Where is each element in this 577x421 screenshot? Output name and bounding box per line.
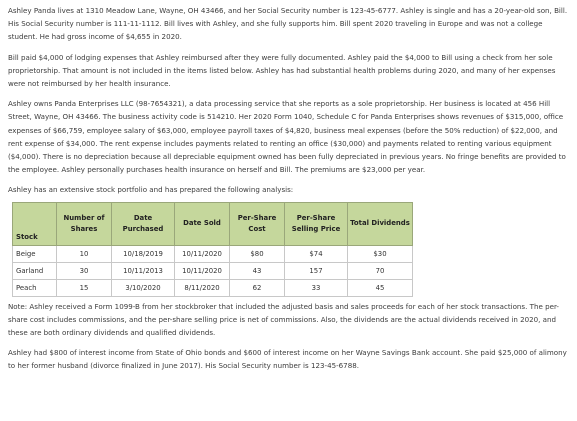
- header-cost: Per-Share Cost: [230, 202, 285, 245]
- cell-stock: Peach: [13, 279, 57, 296]
- cell-purchased: 10/18/2019: [112, 245, 175, 262]
- cell-purchased: 3/10/2020: [112, 279, 175, 296]
- cell-shares: 30: [57, 262, 112, 279]
- table-header-row: [13, 202, 413, 245]
- table-row: [13, 262, 413, 279]
- lodging-paragraph: Bill paid $4,000 of lodging expenses that Ashley reimbursed after they were fully documented. Ashley paid the $4,000 to Bill using a check from her sole proprietorship. That amount is not included in the items listed below. Ashley has had substantial health problems during 2020, and many of her expenses were not reimbursed by her health insurance.: [8, 52, 556, 89]
- stock-intro-paragraph: Ashley has an extensive stock portfolio and has prepared the following analysis:: [8, 185, 294, 195]
- cell-shares: 10: [57, 245, 112, 262]
- cell-shares: 15: [57, 279, 112, 296]
- cell-dividends: 45: [348, 279, 413, 296]
- header-sold: Date Sold: [175, 202, 230, 245]
- header-stock: Stock: [13, 202, 57, 245]
- table-row: [13, 279, 413, 296]
- cell-cost: 43: [230, 262, 285, 279]
- cell-sold: 8/11/2020: [175, 279, 230, 296]
- table-row: [13, 245, 413, 262]
- header-shares: Number of Shares: [57, 202, 112, 245]
- cell-sold: 10/11/2020: [175, 245, 230, 262]
- cell-cost: $80: [230, 245, 285, 262]
- header-price: Per-Share Selling Price: [285, 202, 348, 245]
- cell-cost: 62: [230, 279, 285, 296]
- cell-purchased: 10/11/2013: [112, 262, 175, 279]
- note-paragraph: Note: Ashley received a Form 1099-B from her stockbroker that included the adjusted basis and sales proceeds for each of her stock transactions. The per-share cost includes commissions, and the per-share selling price is net of commissions. Also, the dividends are the actual dividends received in 2020, and these are both ordinary dividends and qualified dividends.: [8, 301, 559, 338]
- cell-price: $74: [285, 245, 348, 262]
- cell-dividends: 70: [348, 262, 413, 279]
- cell-sold: 10/11/2020: [175, 262, 230, 279]
- cell-stock: Beige: [13, 245, 57, 262]
- header-purchased: Date Purchased: [112, 202, 175, 245]
- header-dividends: Total Dividends: [348, 202, 413, 245]
- cell-price: 157: [285, 262, 348, 279]
- intro-paragraph: Ashley Panda lives at 1310 Meadow Lane, Wayne, OH 43466, and her Social Security number is 123-45-6777. Ashley is single and has a 20-year-old son, Bill. His Social Security number is 111-11-1112. Bill lives with Ashley, and she fully supports him. Bill spent 2020 traveling in Europe and was not a college student. He had gross income of $4,655 in 2020.: [8, 6, 568, 42]
- cell-price: 33: [285, 279, 348, 296]
- cell-stock: Garland: [13, 262, 57, 279]
- stock-table: [12, 202, 413, 297]
- interest-alimony-paragraph: Ashley had $800 of interest income from State of Ohio bonds and $600 of interest income on her Wayne Savings Bank account. She paid $25,000 of alimony to her former husband (divorce finalized in June 2017). His Social Security number is 123-45-6788.: [8, 348, 567, 371]
- business-paragraph: Ashley owns Panda Enterprises LLC (98-7654321), a data processing service that she reports as a sole proprietorship. Her business is located at 456 Hill Street, Wayne, OH 43466. The business activity code is 514210. Her 2020 Form 1040, Schedule C for Panda Enterprises shows revenues of $315,000, office expenses of $66,759, employee salary of $63,000, employee payroll taxes of $4,820, business meal expenses (before the 50% reduction) of $22,000, and rent expense of $34,000. The rent expense includes payments related to renting an office ($30,000) and payments related to renting various equipment ($4,000). There is no depreciation because all depreciable equipment owned has been fully depreciated in previous years. No fringe benefits are provided to the employee. Ashley personally purchases health insurance on herself and Bill. The premiums are $23,000 per year.: [8, 99, 566, 175]
- cell-dividends: $30: [348, 245, 413, 262]
